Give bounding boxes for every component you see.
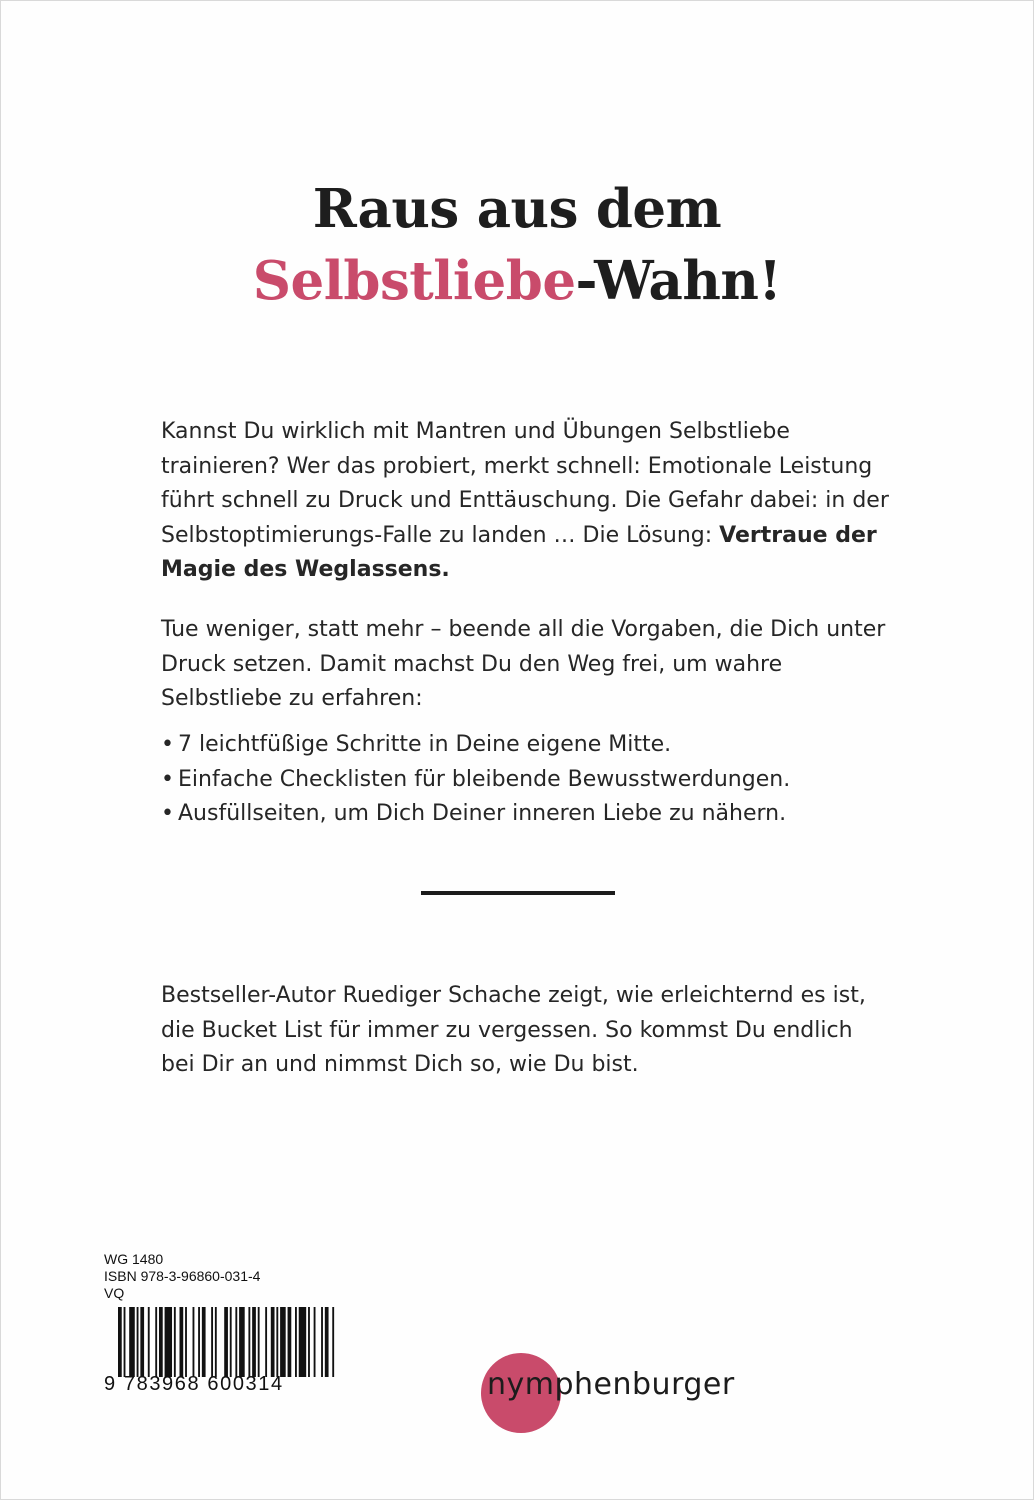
- intro-text: Kannst Du wirklich mit Mantren und Übungen Selbstliebe trainieren? Wer das probiert, merkt schnell: Emotionale Leistung führt schnell zu Druck und Enttäuschung. Die Gefahr dabei: in der Selbstoptimierungs-Falle zu landen … Die Lösung:: [161, 419, 889, 548]
- headline-line-1: Raus aus dem: [312, 178, 722, 240]
- intro-emphasis: Vertraue der Magie des Weglassens.: [161, 522, 877, 582]
- bullet-list: [161, 728, 891, 832]
- headline-accent: Selbstliebe: [252, 250, 576, 312]
- bullet-text: 7 leichtfüßige Schritte in Deine eigene Mitte.: [178, 732, 672, 757]
- bullet-text: Ausfüllseiten, um Dich Deiner inneren Liebe zu nähern.: [178, 801, 787, 826]
- headline: [1, 173, 1033, 317]
- closing-paragraph: Bestseller-Autor Ruediger Schache zeigt, wie erleichternd es ist, die Bucket List für immer zu vergessen. So kommst Du endlich bei Dir an und nimmst Dich so, wie Du bist.: [161, 983, 866, 1077]
- list-item: [161, 763, 891, 798]
- isbn: ISBN 978-3-96860-031-4: [104, 1268, 261, 1284]
- headline-rest: -Wahn!: [575, 250, 782, 312]
- book-metadata: [104, 1251, 260, 1302]
- list-item: [161, 797, 891, 832]
- barcode-icon: [118, 1307, 336, 1377]
- bullet-icon: •: [161, 801, 174, 826]
- publisher-name: nymphenburger: [487, 1367, 735, 1402]
- wg-code: WG 1480: [104, 1251, 164, 1267]
- section-divider: [421, 891, 615, 895]
- barcode-digits: 9 783968 600314: [104, 1373, 284, 1395]
- intro-paragraph: [161, 415, 891, 588]
- bullet-icon: •: [161, 766, 174, 792]
- list-item: [161, 728, 891, 763]
- publisher-logo: [481, 1353, 801, 1433]
- bullet-icon: •: [161, 732, 174, 757]
- bullet-text: Einfache Checklisten für bleibende Bewusstwerdungen.: [178, 766, 791, 792]
- second-paragraph: Tue weniger, statt mehr – beende all die Vorgaben, die Dich unter Druck setzen. Damit machst Du den Weg frei, um wahre Selbstliebe zu erfahren:: [161, 617, 886, 711]
- headline-line-2: [1, 245, 1033, 317]
- barcode-block: [104, 1307, 344, 1399]
- vq-code: VQ: [104, 1285, 125, 1301]
